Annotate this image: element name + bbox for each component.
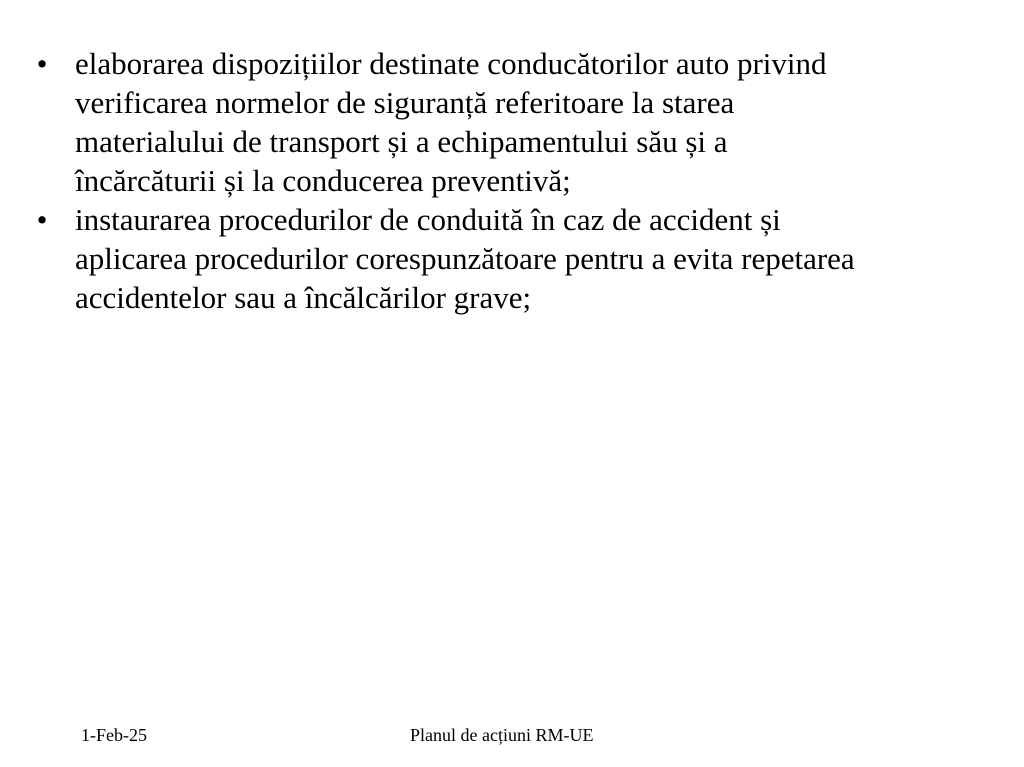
bullet-item [0,200,1024,317]
bullet-list [0,44,1024,317]
bullet-text-line: verificarea normelor de siguranță referitoare la starea [75,85,735,120]
bullet-text-line: elaborarea dispozițiilor destinate conducătorilor auto privind [75,46,827,81]
bullet-marker: • [36,46,48,81]
bullet-marker: • [36,202,48,237]
bullet-text-line: materialului de transport și a echipamentului său și a [75,124,728,159]
bullet-text-line: instaurarea procedurilor de conduită în caz de accident și [75,202,781,237]
bullet-text-line: accidentelor sau a încălcărilor grave; [75,280,532,315]
footer-date: 1-Feb-25 [81,725,147,745]
footer-title: Planul de acțiuni RM-UE [410,725,594,745]
bullet-item [0,44,1024,200]
bullet-text-line: încărcăturii și la conducerea preventivă; [75,163,571,198]
bullet-text-line: aplicarea procedurilor corespunzătoare pentru a evita repetarea [75,241,855,276]
